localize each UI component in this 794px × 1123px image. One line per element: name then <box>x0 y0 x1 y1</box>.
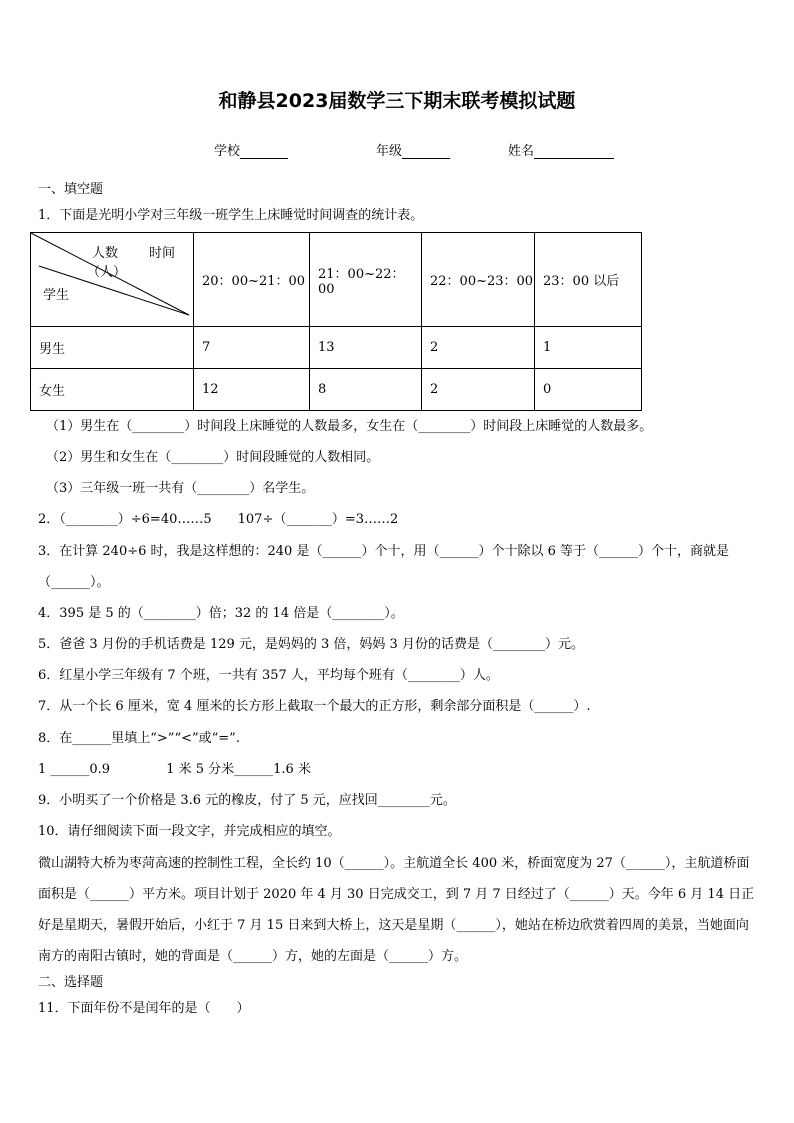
table-cell: 7 <box>194 327 310 369</box>
question-1: 1．下面是光明小学对三年级一班学生上床睡觉时间调查的统计表。 <box>38 208 424 223</box>
column-header: 21：00~22：00 <box>310 233 422 327</box>
question-7: 7．从一个长 6 厘米，宽 4 厘米的长方形上截取一个最大的正方形，剩余部分面积是（______）. <box>38 699 591 714</box>
grade-label: 年级 <box>376 144 403 159</box>
header-time: 时间 <box>149 246 176 261</box>
column-header: 23：00 以后 <box>535 233 642 327</box>
column-header: 22：00~23：00 <box>422 233 535 327</box>
row-label: 女生 <box>31 369 194 411</box>
table-cell: 8 <box>310 369 422 411</box>
question-8-items: 1 ______0.9 1 米 5 分米______1.6 米 <box>38 762 311 777</box>
table-row <box>31 369 642 411</box>
header-people: 人数 <box>92 246 119 261</box>
stats-table <box>30 232 642 411</box>
question-6: 6．红星小学三年级有 7 个班，一共有 357 人，平均每个班有（________）人。 <box>38 668 499 683</box>
question-3-cont: （______）。 <box>38 575 110 590</box>
diagonal-header-cell <box>31 233 194 327</box>
grade-field <box>376 140 450 159</box>
q1-sub3: （3）三年级一班一共有（________）名学生。 <box>46 481 315 496</box>
name-blank[interactable] <box>534 144 614 159</box>
table-cell: 2 <box>422 369 535 411</box>
school-field <box>214 140 288 159</box>
section-choice: 二、选择题 <box>38 975 104 990</box>
table-header-row <box>31 233 642 327</box>
question-5: 5．爸爸 3 月份的手机话费是 129 元，是妈妈的 3 倍，妈妈 3 月份的话费是（________）元。 <box>38 637 584 652</box>
column-header: 20：00~21：00 <box>194 233 310 327</box>
table-row <box>31 327 642 369</box>
table-cell: 13 <box>310 327 422 369</box>
table-cell: 1 <box>535 327 642 369</box>
row-label: 男生 <box>31 327 194 369</box>
question-9: 9．小明买了一个价格是 3.6 元的橡皮，付了 5 元，应找回________元。 <box>38 793 456 808</box>
table-cell: 2 <box>422 327 535 369</box>
header-unit: （人） <box>87 265 127 280</box>
page-title: 和静县2023届数学三下期末联考模拟试题 <box>218 90 576 112</box>
q1-sub1: （1）男生在（________）时间段上床睡觉的人数最多，女生在（________）时间段上床睡觉的人数最多。 <box>46 419 653 434</box>
name-label: 姓名 <box>508 144 535 159</box>
name-field <box>508 140 614 159</box>
question-11: 11．下面年份不是闰年的是（ ） <box>38 1001 250 1016</box>
question-10-paragraph: 微山湖特大桥为枣菏高速的控制性工程，全长约 10（______）。主航道全长 400 米，桥面宽度为 27（______），主航道桥面面积是（______）平方米。项目计划于 2020 年 4 月 30 日完成交工，到 7 月 7 日经过了（______）天。今年 6 月 14 日正好是星期天，暑假开始后，小红于 7 月 15 日来到大桥上，这天是星期（______），她站在桥边欣赏着四周的美景，当她面向南方的南阳古镇时，她的背面是（______）方，她的左面是（______）方。 <box>38 856 755 964</box>
question-4: 4．395 是 5 的（________）倍；32 的 14 倍是（________）。 <box>38 606 404 621</box>
question-3: 3．在计算 240÷6 时，我是这样想的：240 是（______）个十，用（______）个十除以 6 等于（______）个十，商就是 <box>38 544 729 559</box>
grade-blank[interactable] <box>402 144 450 159</box>
question-8: 8．在______里填上“>”“<”或“=”. <box>38 731 240 746</box>
section-fill-blank: 一、填空题 <box>38 182 104 197</box>
question-2: 2．（________）÷6=40……5 107÷（_______）=3……2 <box>38 512 399 527</box>
school-label: 学校 <box>214 144 241 159</box>
table-cell: 12 <box>194 369 310 411</box>
question-10: 10．请仔细阅读下面一段文字，并完成相应的填空。 <box>38 824 341 839</box>
school-blank[interactable] <box>240 144 288 159</box>
table-cell: 0 <box>535 369 642 411</box>
q1-sub2: （2）男生和女生在（________）时间段睡觉的人数相同。 <box>46 450 380 465</box>
header-student: 学生 <box>43 288 70 303</box>
